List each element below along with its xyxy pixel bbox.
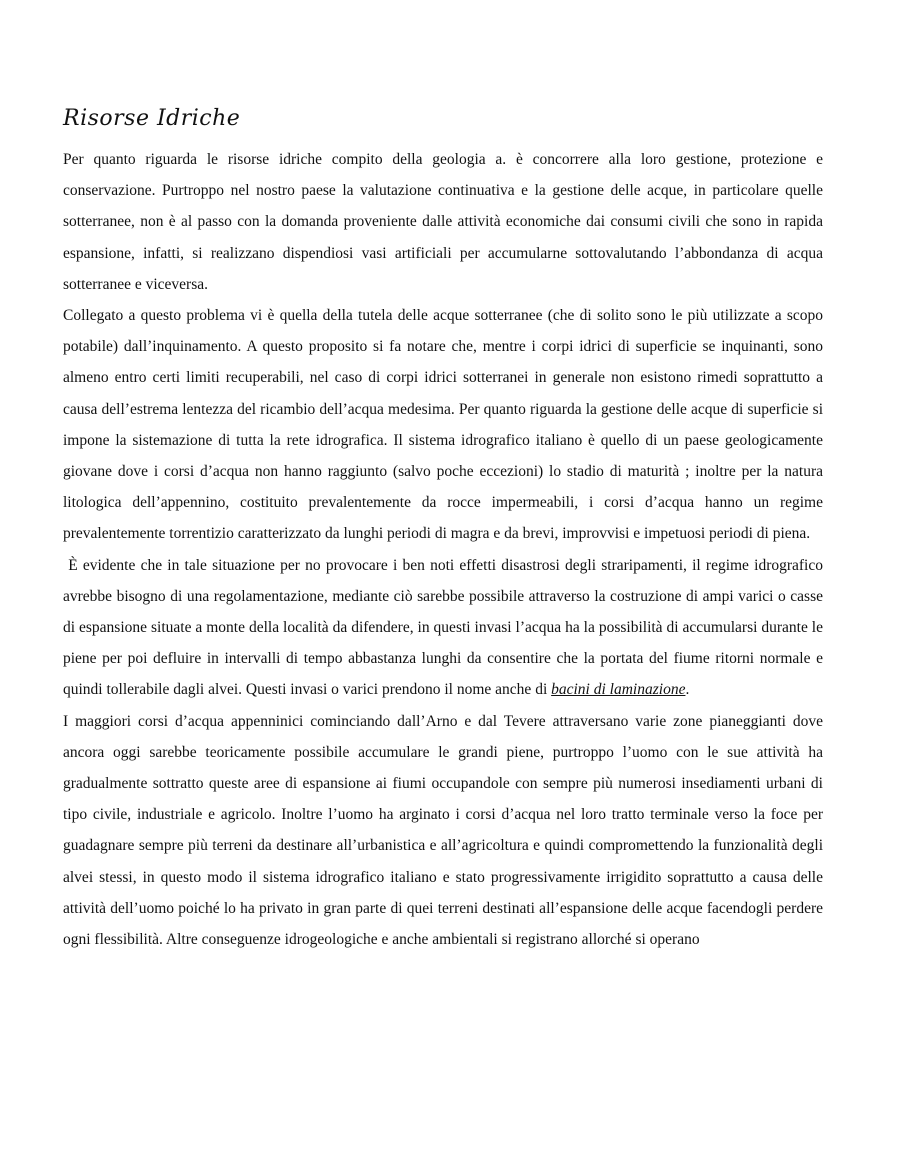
paragraph-regulation-text: È evidente che in tale situazione per no provocare i ben noti effetti disastrosi degli straripamenti, il regime idrografico avrebbe bisogno di una regolamentazione, mediante ciò sarebbe possibile attraverso la costruzione di ampi varici o casse di espansione situate a monte della località da difendere, in questi invasi l’acqua ha la possibilità di accumularsi durante le piene per poi defluire in intervalli di tempo abbastanza lunghi da consentire che la portata del fiume ritorni normale e quindi tollerabile dagli alvei. Questi invasi o varici prendono il nome anche di [63,556,823,699]
document-title: Risorse Idriche [63,106,241,131]
document-page [63,104,823,955]
term-suffix: . [685,681,690,699]
paragraph-intro: Per quanto riguarda le risorse idriche compito della geologia a. è concorrere alla loro gestione, protezione e conservazione. Purtroppo nel nostro paese la valutazione continuativa e la gestione delle acque, in particolare quelle sotterranee, non è al passo con la domanda proveniente dalle attività economiche dai consumi civili che sono in rapida espansione, infatti, si realizzano dispendiosi vasi artificiali per accumularne sottovalutando l’abbondanza di acqua sotterranee e viceversa. [63,151,823,293]
paragraph-regulation [63,550,823,706]
term-bacini-di-laminazione: bacini di laminazione [551,681,686,699]
paragraph-rivers: I maggiori corsi d’acqua appenninici cominciando dall’Arno e dal Tevere attraversano varie zone pianeggianti dove ancora oggi sarebbe teoricamente possibile accumulare le grandi piene, purtroppo l’uomo con le sue attività ha gradualmente sottratto queste aree di espansione ai fiumi occupandole con sempre più numerosi insediamenti urbani di tipo civile, industriale e agricolo. Inoltre l’uomo ha arginato i corsi d’acqua nel loro tratto terminale verso la foce per guadagnare sempre più terreni da destinare all’urbanistica e all’agricoltura e quindi compromettendo la funzionalità degli alvei stessi, in questo modo il sistema idrografico italiano e stato progressivamente irrigidito soprattutto a causa delle attività dell’uomo poiché lo ha privato in gran parte di quei terreni destinati all’espansione delle acque facendogli perdere ogni flessibilità. Altre conseguenze idrogeologiche e anche ambientali si registrano allorché si operano [63,712,823,949]
paragraph-groundwater: Collegato a questo problema vi è quella della tutela delle acque sotterranee (che di solito sono le più utilizzate a scopo potabile) dall’inquinamento. A questo proposito si fa notare che, mentre i corpi idrici di superficie se inquinanti, sono almeno entro certi limiti recuperabili, nel caso di corpi idrici sotterranei in generale non esistono rimedi soprattutto a causa dell’estrema lentezza del ricambio dell’acqua medesima. Per quanto riguarda la gestione delle acque di superficie si impone la sistemazione di tutta la rete idrografica. Il sistema idrografico italiano è quello di un paese geologicamente giovane dove i corsi d’acqua non hanno raggiunto (salvo poche eccezioni) lo stadio di maturità ; inoltre per la natura litologica dell’appennino, costituito prevalentemente da rocce impermeabili, i corsi d’acqua hanno un regime prevalentemente torrentizio caratterizzato da lunghi periodi di magra e da brevi, improvvisi e impetuosi periodi di piena. [63,307,823,543]
